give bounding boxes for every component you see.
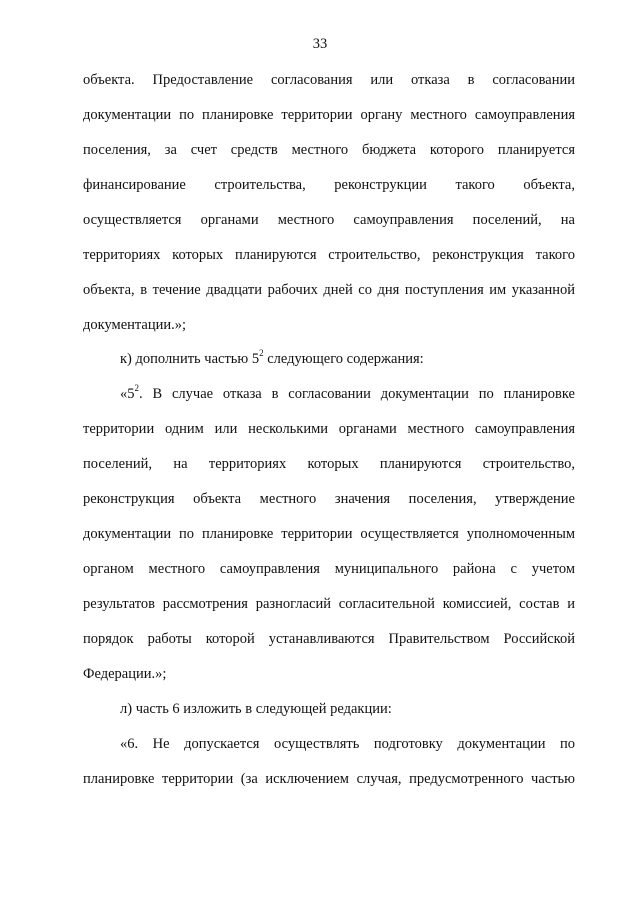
text-span: . В случае отказа в согласовании документации по планировке [139, 386, 575, 402]
superscript: 2 [134, 383, 139, 394]
text-line: органом местного самоуправления муниципального района с учетом [83, 561, 575, 577]
text-line: поселений, на территориях которых планируются строительство, [83, 456, 575, 472]
text-line: поселения, за счет средств местного бюджета которого планируется [83, 142, 575, 158]
text-line: осуществляется органами местного самоуправления поселений, на [83, 212, 575, 228]
text-line: документации.»; [83, 317, 187, 333]
superscript: 2 [259, 348, 264, 359]
text-line: территории одним или несколькими органами местного самоуправления [83, 421, 575, 437]
text-line: финансирование строительства, реконструкции такого объекта, [83, 177, 575, 193]
paragraph-6-first-line: «6. Не допускается осуществлять подготовку документации по [120, 736, 575, 752]
text-line: реконструкция объекта местного значения поселения, утверждение [83, 491, 575, 507]
text-line: планировке территории (за исключением случая, предусмотренного частью [83, 771, 575, 787]
text-span: «5 [120, 386, 135, 402]
page-number: 33 [312, 36, 328, 52]
text-line: объекта, в течение двадцати рабочих дней со дня поступления им указанной [83, 282, 575, 298]
text-span: следующего содержания: [263, 351, 424, 367]
paragraph-k [120, 350, 575, 368]
text-line: территориях которых планируются строительство, реконструкция такого [83, 247, 575, 263]
text-line: объекта. Предоставление согласования или отказа в согласовании [83, 72, 575, 88]
text-line: Федерации.»; [83, 666, 167, 682]
text-line: результатов рассмотрения разногласий согласительной комиссией, состав и [83, 596, 575, 612]
text-line: порядок работы которой устанавливаются Правительством Российской [83, 631, 575, 647]
text-line: документации по планировке территории органу местного самоуправления [83, 107, 575, 123]
paragraph-l: л) часть 6 изложить в следующей редакции: [120, 701, 392, 717]
paragraph-5-2-first-line [120, 385, 575, 403]
text-span: к) дополнить частью 5 [120, 351, 260, 367]
text-line: документации по планировке территории осуществляется уполномоченным [83, 526, 575, 542]
